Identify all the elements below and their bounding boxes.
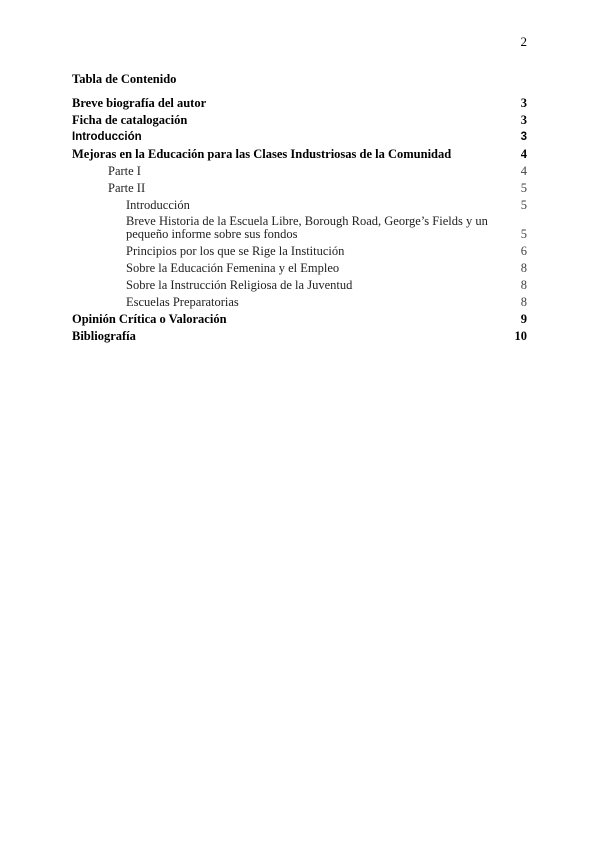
toc-entry-label: Introducción — [72, 131, 142, 143]
toc-entry-principios[interactable] — [72, 243, 527, 260]
toc-entry-page: 5 — [520, 181, 527, 195]
toc-entry-opinion-critica[interactable] — [72, 311, 527, 328]
toc-entry-biografia[interactable] — [72, 95, 527, 112]
toc-entry-page: 4 — [520, 147, 527, 161]
toc-entry-introduccion[interactable] — [72, 129, 527, 146]
toc-entry-label: Parte II — [108, 181, 146, 195]
toc-entry-label: Sobre la Educación Femenina y el Empleo — [126, 261, 340, 275]
toc-entry-page: 10 — [514, 329, 527, 343]
toc-entry-label: Breve Historia de la Escuela Libre, Borough Road, George’s Fields y un pequeño informe sobre sus fondos — [126, 214, 488, 241]
toc-entry-page: 3 — [520, 96, 527, 110]
toc-entry-label: Sobre la Instrucción Religiosa de la Juventud — [126, 278, 353, 292]
toc-entry-parte-i[interactable] — [72, 163, 527, 180]
toc-entry-label: Introducción — [126, 198, 190, 212]
toc-entry-page: 8 — [520, 261, 527, 275]
toc-entry-page: 5 — [520, 198, 527, 212]
toc-entry-parte-ii-introduccion[interactable] — [72, 197, 527, 214]
toc-entry-label: Principios por los que se Rige la Institución — [126, 244, 345, 258]
toc-title: Tabla de Contenido — [72, 72, 177, 86]
toc-entry-escuelas-preparatorias[interactable] — [72, 294, 527, 311]
toc-entry-label: Parte I — [108, 164, 141, 178]
toc-entry-page: 8 — [520, 295, 527, 309]
toc-entry-page: 5 — [520, 227, 527, 241]
toc-entry-breve-historia[interactable] — [72, 214, 527, 243]
table-of-contents — [72, 71, 527, 345]
toc-entry-mejoras[interactable] — [72, 146, 527, 163]
toc-entry-label: Bibliografía — [72, 329, 136, 343]
toc-entry-label: Breve biografía del autor — [72, 96, 207, 110]
toc-entry-page: 4 — [520, 164, 527, 178]
toc-entry-label: Opinión Crítica o Valoración — [72, 312, 227, 326]
toc-entry-page: 8 — [520, 278, 527, 292]
toc-entry-instruccion-religiosa[interactable] — [72, 277, 527, 294]
toc-entry-page: 3 — [520, 113, 527, 127]
toc-entry-label: Ficha de catalogación — [72, 113, 188, 127]
toc-entry-label: Escuelas Preparatorias — [126, 295, 239, 309]
toc-entry-educacion-femenina[interactable] — [72, 260, 527, 277]
toc-entry-ficha[interactable] — [72, 112, 527, 129]
toc-entry-page: 9 — [520, 312, 527, 326]
toc-entry-label: Mejoras en la Educación para las Clases Industriosas de la Comunidad — [72, 147, 452, 161]
toc-entry-parte-ii[interactable] — [72, 180, 527, 197]
toc-entry-page: 3 — [520, 131, 527, 143]
toc-entry-page: 6 — [520, 244, 527, 258]
toc-entry-bibliografia[interactable] — [72, 328, 527, 345]
page-number: 2 — [520, 34, 527, 49]
